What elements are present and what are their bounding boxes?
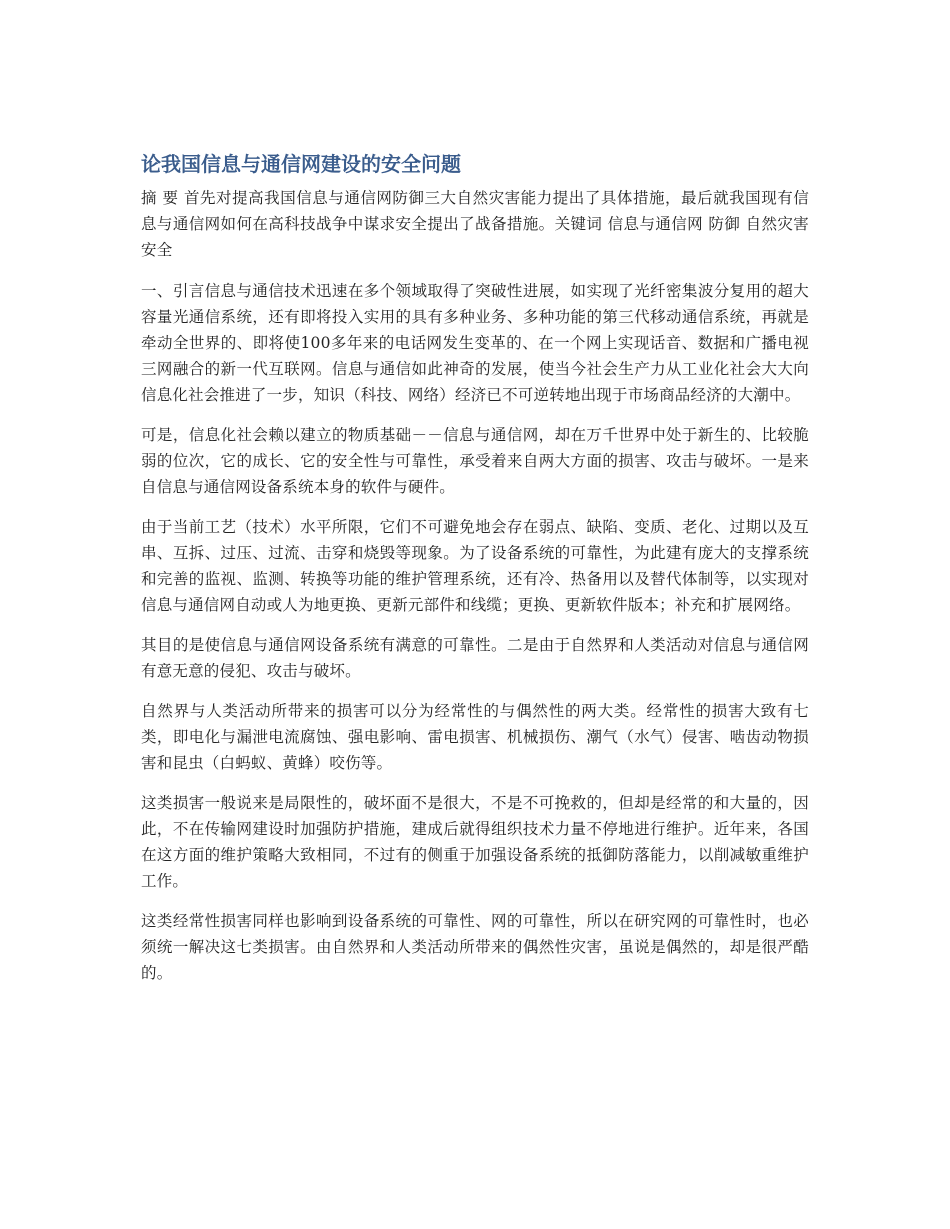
body-paragraph-4: 其目的是使信息与通信网设备系统有满意的可靠性。二是由于自然界和人类活动对信息与通信网有意无意的侵犯、攻击与破坏。 [141, 636, 809, 680]
body-paragraph-6: 这类损害一般说来是局限性的，破坏面不是很大，不是不可挽救的，但却是经常的和大量的，因此，不在传输网建设时加强防护措施，建成后就得组织技术力量不停地进行维护。近年来，各国在这方面的维护策略大致相同，不过有的侧重于加强设备系统的抵御防落能力，以削减敏重维护工作。 [141, 794, 809, 890]
body-paragraph-2: 可是，信息化社会赖以建立的物质基础－－信息与通信网，却在万千世界中处于新生的、比较脆弱的位次，它的成长、它的安全性与可靠性，承受着来自两大方面的损害、攻击与破坏。一是来自信息与通信网设备系统本身的软件与硬件。 [141, 426, 809, 496]
document-page [141, 150, 809, 1000]
body-paragraph-3: 由于当前工艺（技术）水平所限，它们不可避免地会存在弱点、缺陷、变质、老化、过期以及互串、互拆、过压、过流、击穿和烧毁等现象。为了设备系统的可靠性，为此建有庞大的支撑系统和完善的监视、监测、转换等功能的维护管理系统，还有冷、热备用以及替代体制等，以实现对信息与通信网自动或人为地更换、更新元部件和线缆；更换、更新软件版本；补充和扩展网络。 [141, 518, 809, 614]
abstract-paragraph: 摘 要 首先对提高我国信息与通信网防御三大自然灾害能力提出了具体措施，最后就我国现有信息与通信网如何在高科技战争中谋求安全提出了战备措施。关键词 信息与通信网 防御 自然灾害 安全 [141, 189, 809, 259]
document-title: 论我国信息与通信网建设的安全问题 [141, 152, 461, 176]
body-paragraph-7: 这类经常性损害同样也影响到设备系统的可靠性、网的可靠性，所以在研究网的可靠性时，也必须统一解决这七类损害。由自然界和人类活动所带来的偶然性灾害，虽说是偶然的，却是很严酷的。 [141, 912, 809, 982]
body-paragraph-5: 自然界与人类活动所带来的损害可以分为经常性的与偶然性的两大类。经常性的损害大致有七类，即电化与漏泄电流腐蚀、强电影响、雷电损害、机械损伤、潮气（水气）侵害、啮齿动物损害和昆虫（白蚂蚁、黄蜂）咬伤等。 [141, 702, 809, 772]
body-paragraph-1: 一、引言信息与通信技术迅速在多个领域取得了突破性进展，如实现了光纤密集波分复用的超大容量光通信系统，还有即将投入实用的具有多种业务、多种功能的第三代移动通信系统，再就是牵动全世界的、即将使100多年来的电话网发生变革的、在一个网上实现话音、数据和广播电视三网融合的新一代互联网。信息与通信如此神奇的发展，使当今社会生产力从工业化社会大大向信息化社会推进了一步，知识（科技、网络）经济已不可逆转地出现于市场商品经济的大潮中。 [141, 282, 809, 404]
